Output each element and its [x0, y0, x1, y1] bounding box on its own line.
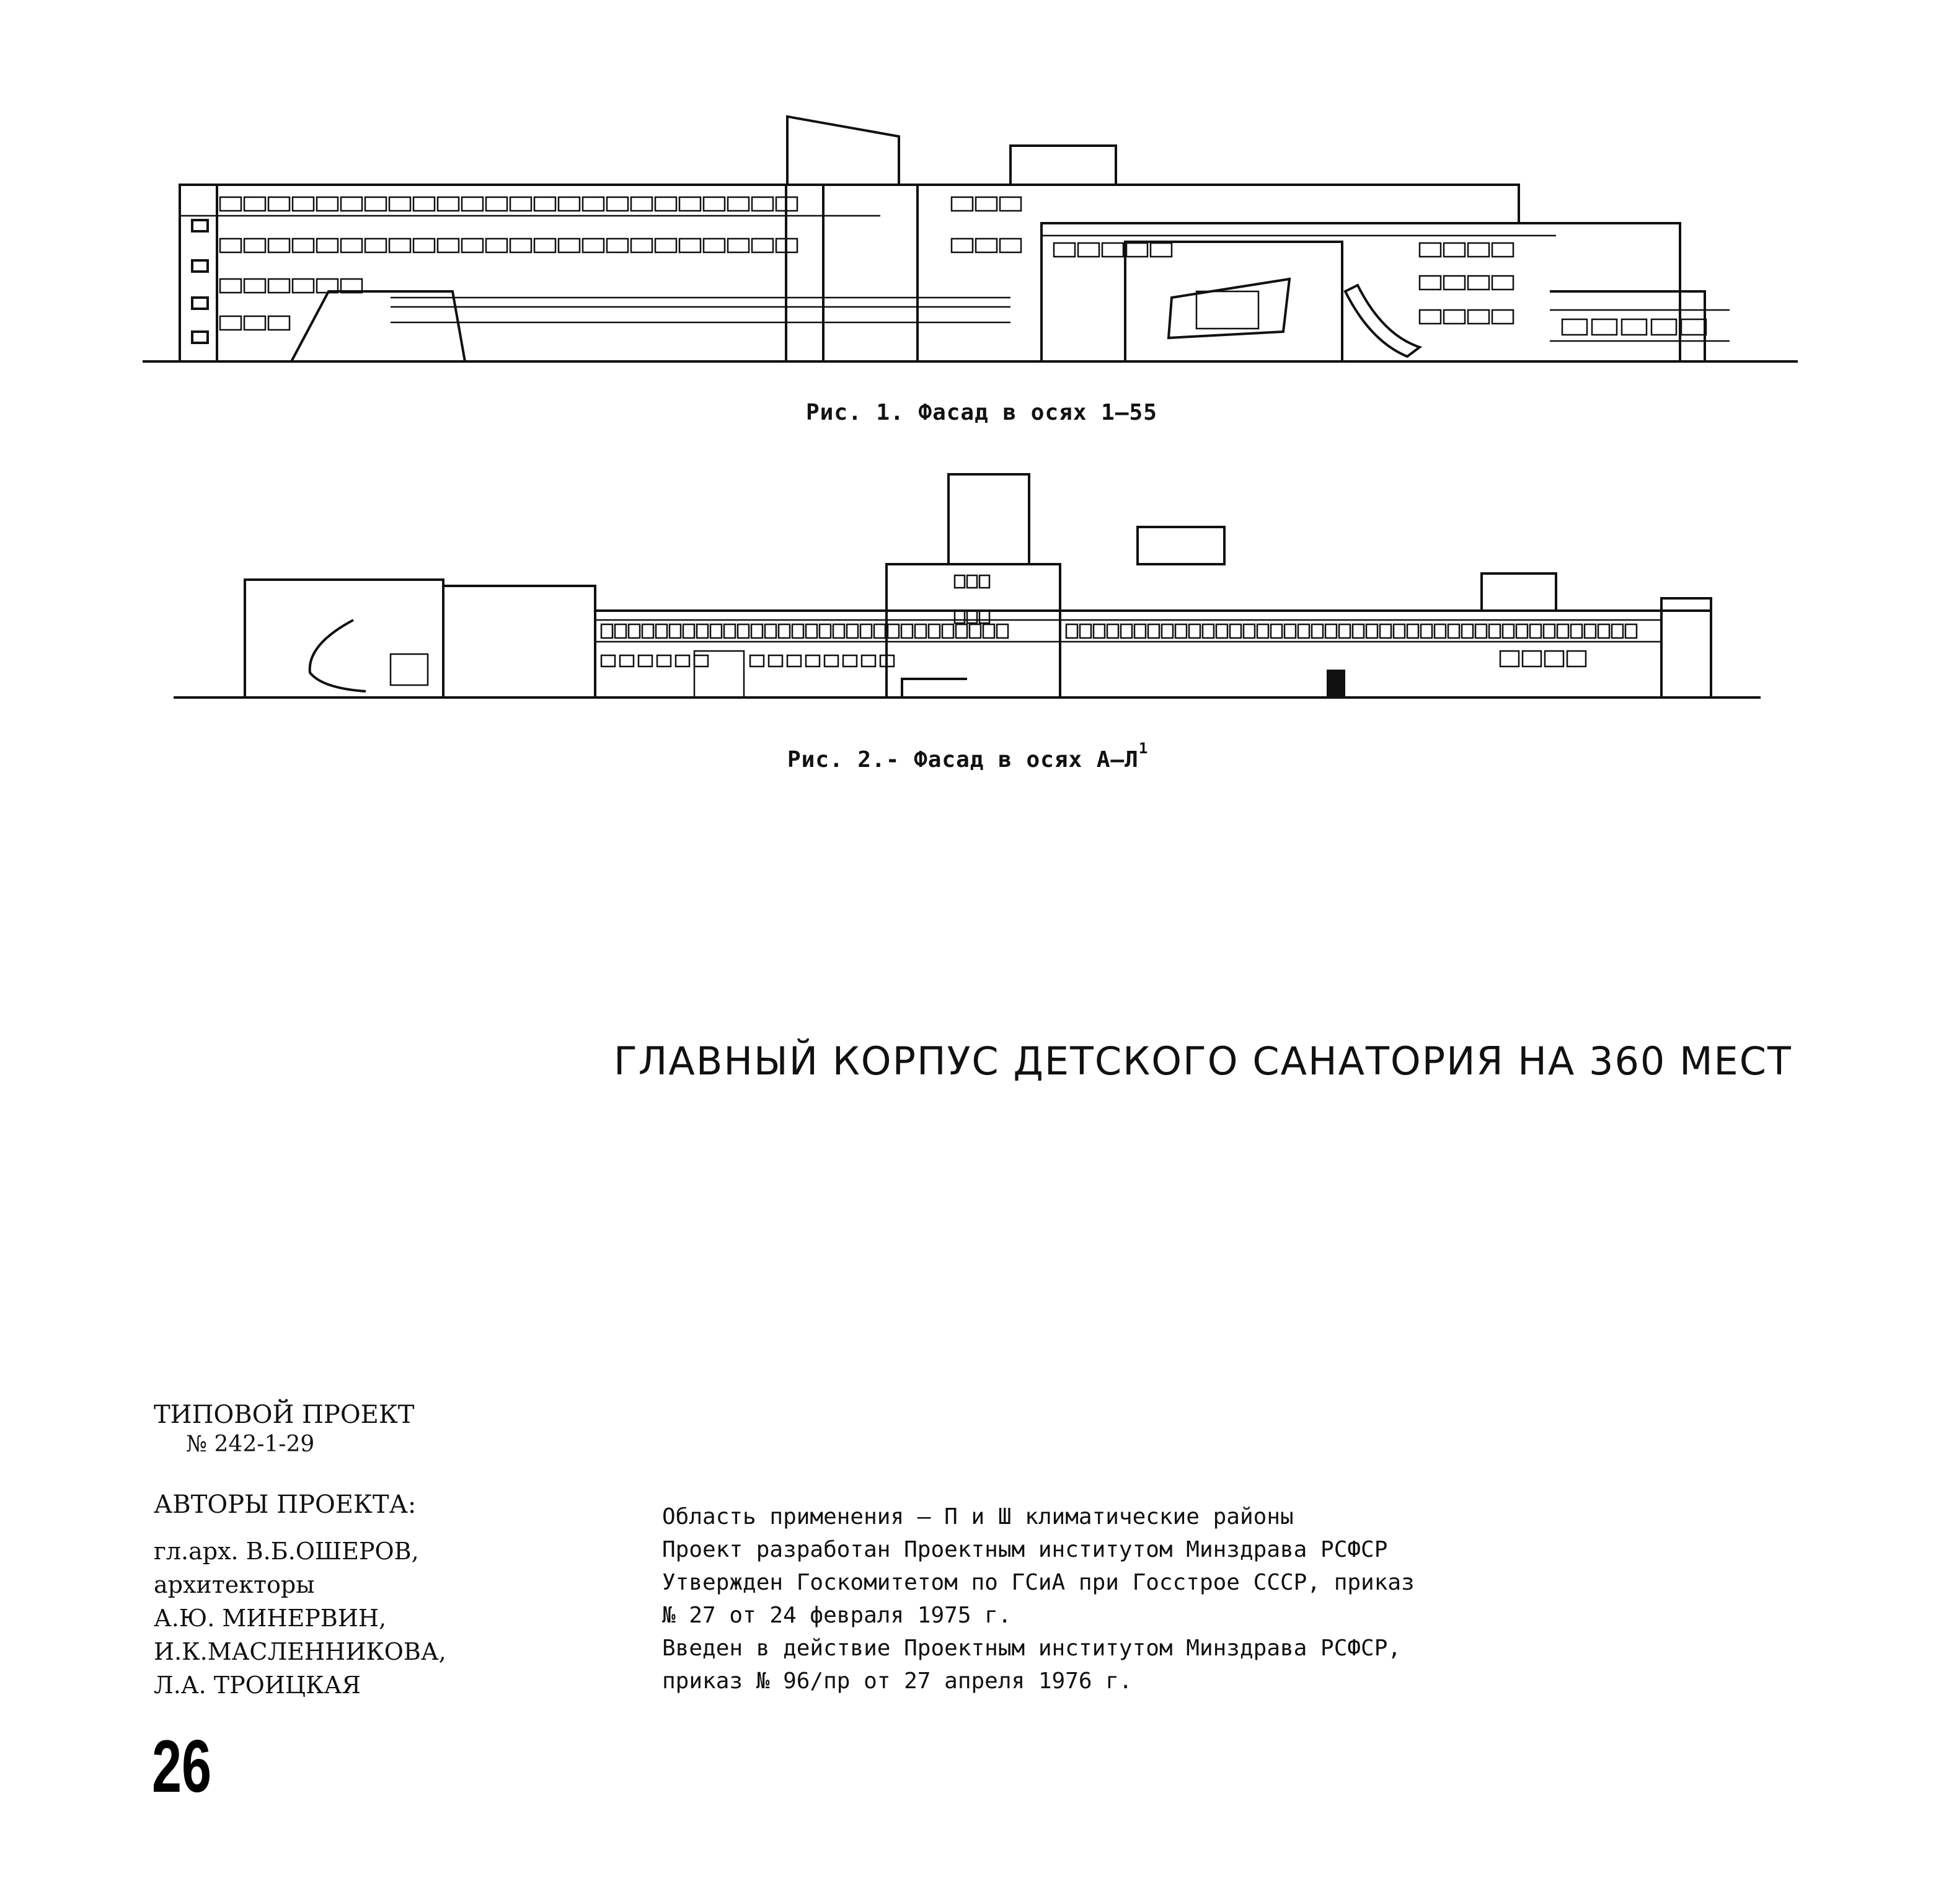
facade-window — [365, 239, 386, 252]
facade-window — [268, 279, 290, 293]
facade-window — [683, 624, 694, 638]
facade-window — [751, 624, 763, 638]
facade-window — [976, 197, 997, 211]
figure-2-sup: 1 — [1138, 740, 1149, 757]
facade-window — [806, 655, 820, 666]
facade-window — [976, 239, 997, 252]
facade-window — [704, 239, 725, 252]
facade-window — [806, 624, 817, 638]
figure-1-caption — [806, 400, 1157, 425]
facade-window — [629, 624, 640, 638]
facade-window — [220, 279, 241, 293]
facade-window — [888, 624, 899, 638]
facade-window — [955, 611, 965, 623]
facade-window — [1339, 624, 1350, 638]
facade-window — [413, 197, 435, 211]
facade-window — [655, 239, 676, 252]
facade-window — [1162, 624, 1173, 638]
facade-window — [1107, 624, 1118, 638]
facade-window — [1444, 310, 1465, 324]
facade-window — [679, 197, 701, 211]
facade-window — [413, 239, 435, 252]
figure-2-text: Фасад в осях А–Л — [914, 747, 1139, 773]
facade-window — [1545, 651, 1563, 666]
facade-window — [244, 239, 265, 252]
facade-window — [1000, 239, 1021, 252]
facade-window — [1230, 624, 1241, 638]
facade-window — [220, 239, 241, 252]
facade-window — [1622, 319, 1647, 335]
facade-window — [607, 239, 628, 252]
facade-window — [967, 575, 977, 588]
facade-window — [1420, 276, 1441, 290]
facade-window — [534, 197, 555, 211]
facade-window — [607, 197, 628, 211]
facade-window — [825, 655, 838, 666]
facade-window — [559, 197, 580, 211]
facade-window — [438, 239, 459, 252]
facade-window — [792, 624, 803, 638]
facade-window — [1054, 243, 1075, 257]
facade-window — [583, 239, 604, 252]
project-info — [662, 1500, 1415, 1698]
facade-window — [317, 239, 338, 252]
facade-window — [1216, 624, 1227, 638]
facade-window — [679, 239, 701, 252]
facade-window — [583, 197, 604, 211]
figure-1-label: Рис. 1. — [806, 400, 904, 425]
page-title: ГЛАВНЫЙ КОРПУС ДЕТСКОГО САНАТОРИЯ НА 360 МЕСТ — [614, 1038, 1792, 1084]
facade-window — [341, 239, 362, 252]
facade-window — [462, 197, 483, 211]
facade-window — [1189, 624, 1200, 638]
facade-window — [901, 624, 913, 638]
facade-window — [874, 624, 885, 638]
facade-window — [915, 624, 926, 638]
facade-window — [438, 197, 459, 211]
info-line: Область применения – П и Ш климатические районы — [662, 1504, 1294, 1530]
facade-window — [1530, 624, 1541, 638]
facade-window — [979, 611, 989, 623]
facade-window — [244, 197, 265, 211]
info-line: приказ № 96/пр от 27 апреля 1976 г. — [662, 1668, 1133, 1694]
facade-window — [1353, 624, 1364, 638]
facade-window — [769, 655, 782, 666]
facade-window — [956, 624, 967, 638]
facade-window — [1492, 243, 1513, 257]
facade-window — [1257, 624, 1268, 638]
facade-window — [293, 239, 314, 252]
facade-window — [1271, 624, 1282, 638]
facade-window — [268, 239, 290, 252]
facade-window — [1544, 624, 1555, 638]
page-number: 26 — [152, 1725, 212, 1808]
facade-window — [639, 655, 652, 666]
facade-window — [1126, 243, 1147, 257]
facade-window — [1203, 624, 1214, 638]
facade-window — [486, 197, 507, 211]
facade-window — [738, 624, 749, 638]
facade-window — [656, 624, 667, 638]
facade-window — [728, 239, 749, 252]
facade-window — [1562, 319, 1587, 335]
facade-window — [1000, 197, 1021, 211]
facade-window — [942, 624, 953, 638]
facade-window — [1523, 651, 1541, 666]
facade-window — [1444, 276, 1465, 290]
facade-window — [510, 239, 531, 252]
facade-window — [787, 655, 801, 666]
facade-a-l1-drawing — [174, 465, 1773, 713]
facade-window — [268, 316, 290, 330]
facade-window — [1421, 624, 1432, 638]
project-type: ТИПОВОЙ ПРОЕКТ — [154, 1401, 415, 1429]
info-line: Проект разработан Проектным институтом Минздрава РСФСР — [662, 1537, 1388, 1562]
authors-list — [154, 1534, 446, 1702]
facade-window — [997, 624, 1008, 638]
facade-window — [955, 575, 965, 588]
facade-window — [601, 655, 615, 666]
facade-window — [694, 655, 708, 666]
facade-window — [1121, 624, 1132, 638]
facade-window — [462, 239, 483, 252]
facade-window — [244, 316, 265, 330]
facade-window — [534, 239, 555, 252]
figure-2-label: Рис. 2.- — [787, 747, 900, 773]
figure-2-caption — [787, 740, 1149, 773]
facade-window — [631, 197, 652, 211]
facade-window — [244, 279, 265, 293]
facade-window — [341, 197, 362, 211]
author-line: А.Ю. МИНЕРВИН, — [154, 1605, 387, 1632]
facade-window — [1567, 651, 1586, 666]
facade-window — [1592, 319, 1617, 335]
facade-window — [1420, 243, 1441, 257]
facade-window — [1612, 624, 1623, 638]
facade-window — [929, 624, 940, 638]
facade-window — [779, 624, 790, 638]
facade-window — [670, 624, 681, 638]
facade-window — [724, 624, 735, 638]
facade-window — [820, 624, 831, 638]
author-line: гл.арх. В.Б.ОШЕРОВ, — [154, 1538, 419, 1565]
facade-window — [1516, 624, 1528, 638]
facade-window — [952, 239, 973, 252]
facade-window — [293, 279, 314, 293]
facade-window — [220, 197, 241, 211]
authors-heading: АВТОРЫ ПРОЕКТА: — [154, 1490, 417, 1519]
figure-1-text: Фасад в осях 1–55 — [918, 400, 1157, 425]
project-number: № 242-1-29 — [186, 1432, 315, 1457]
facade-window — [1325, 624, 1337, 638]
info-line: Введен в действие Проектным институтом Минздрава РСФСР, — [662, 1636, 1402, 1661]
facade-window — [833, 624, 844, 638]
facade-window — [293, 197, 314, 211]
facade-window — [1492, 276, 1513, 290]
facade-window — [1651, 319, 1676, 335]
facade-window — [220, 316, 241, 330]
facade-window — [1500, 651, 1519, 666]
facade-window — [1298, 624, 1309, 638]
facade-window — [1284, 624, 1296, 638]
facade-window — [1681, 319, 1706, 335]
facade-window — [365, 197, 386, 211]
facade-window — [952, 197, 973, 211]
facade-window — [1244, 624, 1255, 638]
facade-window — [1448, 624, 1459, 638]
facade-window — [1094, 624, 1105, 638]
facade-window — [486, 239, 507, 252]
facade-window — [1492, 310, 1513, 324]
facade-window — [615, 624, 626, 638]
facade-window — [765, 624, 776, 638]
facade-window — [1571, 624, 1582, 638]
facade-window — [752, 197, 773, 211]
facade-window — [676, 655, 689, 666]
facade-window — [1148, 624, 1159, 638]
facade-window — [1312, 624, 1323, 638]
facade-window — [1380, 624, 1391, 638]
author-line: архитекторы — [154, 1571, 315, 1598]
facade-window — [1366, 624, 1377, 638]
facade-window — [1066, 624, 1077, 638]
facade-window — [1625, 624, 1637, 638]
facade-window — [728, 197, 749, 211]
facade-window — [1102, 243, 1123, 257]
info-line: № 27 от 24 февраля 1975 г. — [662, 1603, 1012, 1628]
facade-window — [710, 624, 722, 638]
facade-window — [847, 624, 858, 638]
facade-window — [1444, 243, 1465, 257]
facade-window — [1080, 624, 1091, 638]
facade-1-55-drawing — [143, 112, 1804, 372]
facade-window — [620, 655, 634, 666]
author-line: Л.А. ТРОИЦКАЯ — [154, 1672, 361, 1699]
facade-window — [655, 197, 676, 211]
facade-window — [860, 624, 872, 638]
facade-window — [559, 239, 580, 252]
facade-window — [983, 624, 994, 638]
facade-window — [750, 655, 764, 666]
facade-window — [843, 655, 857, 666]
facade-window — [1557, 624, 1568, 638]
facade-window — [1475, 624, 1487, 638]
facade-window — [704, 197, 725, 211]
facade-window — [1151, 243, 1172, 257]
facade-window — [862, 655, 875, 666]
facade-window — [1078, 243, 1099, 257]
facade-window — [1134, 624, 1146, 638]
facade-window — [979, 575, 989, 588]
facade-window — [268, 197, 290, 211]
facade-window — [967, 611, 977, 623]
author-line: И.К.МАСЛЕННИКОВА, — [154, 1638, 446, 1665]
facade-window — [389, 239, 410, 252]
facade-window — [1598, 624, 1609, 638]
facade-window — [1420, 310, 1441, 324]
facade-window — [631, 239, 652, 252]
facade-window — [970, 624, 981, 638]
facade-window — [1468, 276, 1489, 290]
facade-window — [1407, 624, 1418, 638]
facade-window — [697, 624, 708, 638]
facade-window — [657, 655, 671, 666]
facade-window — [510, 197, 531, 211]
facade-window — [752, 239, 773, 252]
facade-window — [389, 197, 410, 211]
facade-window — [1503, 624, 1514, 638]
facade-window — [1489, 624, 1500, 638]
facade-window — [1468, 310, 1489, 324]
facade-window — [1468, 243, 1489, 257]
facade-window — [1435, 624, 1446, 638]
facade-window — [1394, 624, 1405, 638]
facade-window — [642, 624, 653, 638]
facade-window — [317, 197, 338, 211]
facade-window — [1585, 624, 1596, 638]
facade-window — [601, 624, 612, 638]
facade-window — [1462, 624, 1473, 638]
facade-window — [1175, 624, 1187, 638]
info-line: Утвержден Госкомитетом по ГСиА при Госстрое СССР, приказ — [662, 1570, 1415, 1595]
